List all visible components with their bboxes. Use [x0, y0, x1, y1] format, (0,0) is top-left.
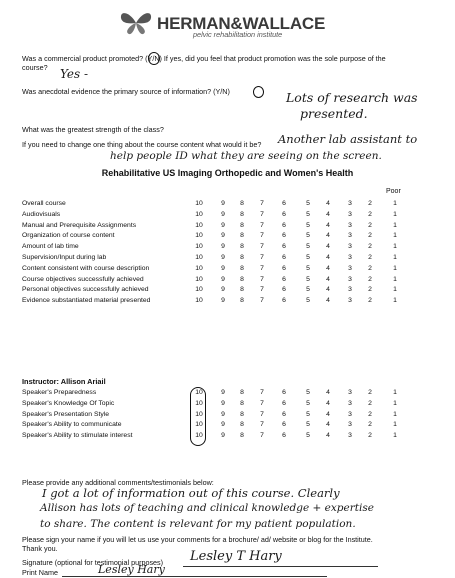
course-item-row [22, 275, 442, 285]
rating-option-4: 4 [326, 243, 330, 251]
question-4-text: If you need to change one thing about the course content what would it be? [22, 140, 262, 149]
rating-option-4: 4 [326, 399, 330, 407]
rating-option-9: 9 [221, 254, 225, 261]
course-item-row-label: Evidence substantiated material presented [22, 297, 151, 305]
rating-option-3: 3 [348, 254, 352, 261]
rating-option-2: 2 [368, 254, 372, 261]
comments-prompt: Please provide any additional comments/testimonials below: [22, 478, 214, 487]
rating-option-5: 5 [306, 232, 310, 240]
rating-option-8: 8 [240, 297, 244, 305]
rating-option-8: 8 [240, 210, 244, 218]
rating-option-6: 6 [282, 232, 286, 240]
rating-option-6: 6 [282, 399, 286, 407]
rating-option-6: 6 [282, 254, 286, 261]
rating-option-8: 8 [240, 264, 244, 272]
rating-option-10: 10 [195, 421, 203, 429]
rating-option-9: 9 [221, 389, 225, 396]
rating-option-8: 8 [240, 432, 244, 440]
rating-option-1: 1 [393, 421, 397, 429]
rating-option-2: 2 [368, 410, 372, 418]
rating-option-3: 3 [348, 410, 352, 418]
course-item-row [22, 296, 442, 306]
rating-option-10: 10 [195, 399, 203, 407]
rating-option-8: 8 [240, 200, 244, 207]
print-name-line [62, 576, 327, 577]
instructor-item-row-label: Speaker's Preparedness [22, 389, 97, 396]
rating-option-7: 7 [260, 410, 264, 418]
instructor-item-row-label: Speaker's Knowledge Of Topic [22, 399, 115, 407]
comment-line-3: to share. The content is relevant for my patient population. [40, 518, 356, 530]
rating-option-5: 5 [306, 286, 310, 294]
rating-option-8: 8 [240, 243, 244, 251]
rating-option-10: 10 [195, 264, 203, 272]
sign-prompt-line2: Thank you. [22, 544, 58, 553]
question-2-answer-line1: Lots of research was [286, 90, 418, 105]
rating-option-10: 10 [195, 297, 203, 305]
rating-option-10: 10 [195, 232, 203, 240]
course-item-row-label: Supervision/Input during lab [22, 254, 107, 261]
question-4-answer-line2: help people ID what they are seeing on the screen. [110, 150, 382, 162]
rating-option-6: 6 [282, 421, 286, 429]
rating-option-3: 3 [348, 399, 352, 407]
rating-option-3: 3 [348, 421, 352, 429]
rating-option-1: 1 [393, 432, 397, 440]
course-item-row [22, 242, 442, 252]
rating-option-4: 4 [326, 297, 330, 305]
rating-option-2: 2 [368, 264, 372, 272]
rating-option-8: 8 [240, 421, 244, 429]
rating-option-8: 8 [240, 254, 244, 261]
rating-option-4: 4 [326, 221, 330, 229]
rating-option-1: 1 [393, 275, 397, 283]
course-item-row [22, 264, 442, 274]
rating-option-2: 2 [368, 389, 372, 396]
rating-option-8: 8 [240, 286, 244, 294]
rating-option-4: 4 [326, 432, 330, 440]
rating-option-4: 4 [326, 200, 330, 207]
course-item-row-label: Manual and Prerequisite Assignments [22, 221, 137, 229]
course-item-row-label: Amount of lab time [22, 243, 79, 251]
rating-option-5: 5 [306, 221, 310, 229]
comment-line-1: I got a lot of information out of this course. Clearly [42, 486, 340, 500]
rating-option-3: 3 [348, 200, 352, 207]
rating-option-4: 4 [326, 254, 330, 261]
rating-option-4: 4 [326, 275, 330, 283]
course-item-row-label: Personal objectives successfully achieved [22, 286, 149, 294]
rating-option-7: 7 [260, 221, 264, 229]
instructor-item-row-label: Speaker's Ability to communicate [22, 421, 122, 429]
rating-option-8: 8 [240, 399, 244, 407]
rating-option-7: 7 [260, 389, 264, 396]
rating-option-5: 5 [306, 399, 310, 407]
course-item-row-label: Overall course [22, 200, 66, 207]
butterfly-logo-icon [118, 10, 154, 36]
rating-option-6: 6 [282, 221, 286, 229]
course-item-row-label: Course objectives successfully achieved [22, 275, 144, 283]
course-item-row [22, 231, 442, 241]
instructor-item-row [22, 388, 442, 398]
rating-option-1: 1 [393, 221, 397, 229]
signature-value: Lesley T Hary [190, 549, 282, 564]
rating-option-3: 3 [348, 432, 352, 440]
rating-option-5: 5 [306, 200, 310, 207]
rating-option-7: 7 [260, 399, 264, 407]
rating-option-9: 9 [221, 286, 225, 294]
rating-option-4: 4 [326, 410, 330, 418]
rating-option-1: 1 [393, 410, 397, 418]
rating-option-1: 1 [393, 232, 397, 240]
rating-option-2: 2 [368, 421, 372, 429]
rating-option-7: 7 [260, 200, 264, 207]
course-item-row-label: Audiovisuals [22, 210, 61, 218]
rating-option-10: 10 [195, 389, 203, 396]
rating-option-7: 7 [260, 421, 264, 429]
rating-option-3: 3 [348, 243, 352, 251]
rating-option-4: 4 [326, 421, 330, 429]
rating-option-6: 6 [282, 275, 286, 283]
rating-option-8: 8 [240, 232, 244, 240]
rating-option-2: 2 [368, 297, 372, 305]
rating-option-9: 9 [221, 432, 225, 440]
instructor-rating-circle [190, 387, 206, 446]
rating-option-3: 3 [348, 221, 352, 229]
rating-option-5: 5 [306, 210, 310, 218]
rating-option-1: 1 [393, 389, 397, 396]
question-2-text: Was anecdotal evidence the primary source of information? (Y/N) [22, 87, 230, 96]
rating-option-2: 2 [368, 200, 372, 207]
rating-option-9: 9 [221, 221, 225, 229]
rating-option-5: 5 [306, 275, 310, 283]
rating-option-9: 9 [221, 399, 225, 407]
rating-option-6: 6 [282, 389, 286, 396]
answer-circle-n [253, 86, 264, 98]
rating-option-3: 3 [348, 232, 352, 240]
logo-name: HERMAN&WALLACE [157, 13, 326, 33]
rating-option-8: 8 [240, 275, 244, 283]
rating-option-5: 5 [306, 243, 310, 251]
rating-option-9: 9 [221, 421, 225, 429]
instructor-title: Instructor: Allison Ariail [22, 377, 106, 386]
instructor-item-row [22, 410, 442, 420]
course-item-row [22, 221, 442, 231]
question-2-answer-line2: presented. [300, 106, 368, 121]
rating-option-4: 4 [326, 389, 330, 396]
instructor-item-row-label: Speaker's Presentation Style [22, 410, 110, 418]
print-name-label: Print Name [22, 568, 58, 577]
rating-option-10: 10 [195, 286, 203, 294]
rating-option-1: 1 [393, 200, 397, 207]
rating-option-7: 7 [260, 264, 264, 272]
rating-option-10: 10 [195, 432, 203, 440]
sign-prompt-line1: Please sign your name if you will let us use your comments for a brochure/ ad/ website or blog for the Institute. [22, 535, 373, 544]
rating-option-4: 4 [326, 232, 330, 240]
rating-option-2: 2 [368, 399, 372, 407]
instructor-item-row-label: Speaker's Ability to stimulate interest [22, 432, 133, 440]
rating-option-9: 9 [221, 275, 225, 283]
rating-option-7: 7 [260, 286, 264, 294]
rating-option-5: 5 [306, 421, 310, 429]
print-name-value: Lesley Hary [98, 563, 165, 576]
rating-option-2: 2 [368, 232, 372, 240]
rating-option-8: 8 [240, 410, 244, 418]
instructor-item-row [22, 399, 442, 409]
rating-option-10: 10 [195, 210, 203, 218]
rating-option-6: 6 [282, 264, 286, 272]
rating-option-10: 10 [195, 243, 203, 251]
rating-option-9: 9 [221, 200, 225, 207]
rating-option-7: 7 [260, 297, 264, 305]
rating-option-9: 9 [221, 210, 225, 218]
rating-option-9: 9 [221, 410, 225, 418]
rating-option-2: 2 [368, 286, 372, 294]
question-4-answer-line1: Another lab assistant to [278, 132, 418, 146]
rating-option-6: 6 [282, 243, 286, 251]
rating-option-1: 1 [393, 243, 397, 251]
rating-option-2: 2 [368, 243, 372, 251]
logo-subtitle: pelvic rehabilitation institute [193, 30, 283, 39]
rating-option-6: 6 [282, 410, 286, 418]
rating-option-6: 6 [282, 297, 286, 305]
course-item-row [22, 285, 442, 295]
rating-option-5: 5 [306, 297, 310, 305]
rating-option-10: 10 [195, 410, 203, 418]
rating-option-9: 9 [221, 243, 225, 251]
signature-line [183, 566, 378, 567]
course-item-row-label: Content consistent with course description [22, 264, 150, 272]
course-title: Rehabilitative US Imaging Orthopedic and Women's Health [101, 168, 354, 178]
question-1-answer: Yes - [60, 67, 89, 81]
rating-option-7: 7 [260, 210, 264, 218]
rating-option-6: 6 [282, 200, 286, 207]
rating-option-1: 1 [393, 254, 397, 261]
rating-option-2: 2 [368, 221, 372, 229]
rating-option-9: 9 [221, 297, 225, 305]
signature-label: Signature (optional for testimonial purposes) [22, 558, 164, 567]
rating-option-4: 4 [326, 210, 330, 218]
rating-option-1: 1 [393, 210, 397, 218]
rating-option-3: 3 [348, 210, 352, 218]
rating-option-10: 10 [195, 221, 203, 229]
rating-option-10: 10 [195, 254, 203, 261]
poor-label: Poor [386, 188, 401, 195]
rating-option-3: 3 [348, 286, 352, 294]
rating-option-8: 8 [240, 389, 244, 396]
rating-option-8: 8 [240, 221, 244, 229]
rating-option-7: 7 [260, 232, 264, 240]
question-1-line2: course? [22, 63, 48, 72]
rating-option-3: 3 [348, 297, 352, 305]
rating-option-9: 9 [221, 232, 225, 240]
course-item-row [22, 253, 442, 263]
rating-option-7: 7 [260, 254, 264, 261]
rating-option-2: 2 [368, 275, 372, 283]
rating-option-5: 5 [306, 410, 310, 418]
rating-option-1: 1 [393, 264, 397, 272]
rating-option-5: 5 [306, 254, 310, 261]
rating-option-6: 6 [282, 210, 286, 218]
rating-option-3: 3 [348, 264, 352, 272]
instructor-item-row [22, 420, 442, 430]
rating-option-5: 5 [306, 389, 310, 396]
question-1-line1: Was a commercial product promoted? (Y/N) If yes, did you feel that product promotion was the sole purpose of the [22, 54, 386, 63]
comment-line-2: Allison has lots of teaching and clinical knowledge + expertise [40, 502, 374, 514]
answer-circle-y [148, 52, 160, 65]
rating-option-6: 6 [282, 432, 286, 440]
instructor-item-row [22, 431, 442, 441]
rating-option-10: 10 [195, 200, 203, 207]
rating-option-7: 7 [260, 275, 264, 283]
rating-option-2: 2 [368, 210, 372, 218]
rating-option-3: 3 [348, 389, 352, 396]
rating-option-10: 10 [195, 275, 203, 283]
rating-option-1: 1 [393, 286, 397, 294]
rating-option-5: 5 [306, 264, 310, 272]
question-3-text: What was the greatest strength of the class? [22, 125, 164, 134]
rating-option-1: 1 [393, 297, 397, 305]
rating-option-7: 7 [260, 432, 264, 440]
rating-option-6: 6 [282, 286, 286, 294]
course-item-row [22, 199, 442, 209]
rating-option-4: 4 [326, 264, 330, 272]
rating-option-2: 2 [368, 432, 372, 440]
course-item-row [22, 210, 442, 220]
rating-option-7: 7 [260, 243, 264, 251]
rating-option-3: 3 [348, 275, 352, 283]
rating-option-1: 1 [393, 399, 397, 407]
course-item-row-label: Organization of course content [22, 232, 115, 240]
rating-option-5: 5 [306, 432, 310, 440]
rating-option-9: 9 [221, 264, 225, 272]
rating-option-4: 4 [326, 286, 330, 294]
